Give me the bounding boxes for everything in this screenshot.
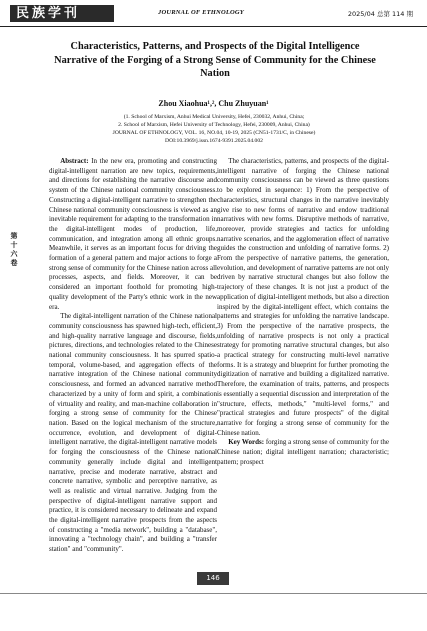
abstract-paragraph: The digital-intelligent narration of the Chinese national community consciousness has spawned high-tech, efficient, and high-quality narrative language and discourse, fields, pictures, directions, and technologies related to the Chinese national community consciousness. It has spurred spatio-temporal, volume-based, and aggregation effects of the narrative integration of the Chinese national community consciousness, and formed an advanced narrative method characterized by a unity of form and spirit, a combination of virtuality and reality, and man-machine collaboration in forging a strong sense of community for the Chinese nation. Based on the logical mechanism of the structure, occurrence, evolution, and development of digital-intelligent narrative, the digital-intelligent narrative models for forging the consciousness of the Chinese national community generally include digital and intelligent narrative, precise and moderate narrative, abstract and concrete narrative, symbolic and perceptive narrative, as well as realistic and virtual narrative. Judging from the perspective of digital-intelligent narrative support and practice, it is considered necessary to delineate and expand the digital-intelligent narrative prospects from the aspects of constructing a "media network", building a "database", innovating a "technology chain", and building a "transfer station" and "community". bbox=[49, 312, 217, 554]
journal-name: JOURNAL OF ETHNOLOGY bbox=[158, 9, 244, 16]
citation-line: JOURNAL OF ETHNOLOGY, VOL. 16, NO.04, 10-19, 2025 (CN51-1731/C, in Chinese) bbox=[112, 130, 316, 136]
affiliations bbox=[84, 113, 344, 145]
doi-line: DOI:10.3969/j.issn.1674-9391.2025.04.002 bbox=[165, 138, 263, 144]
affiliation-line: 2. School of Marxism, Hefei University of Technology, Hefei, 230009, Anhui, China) bbox=[118, 122, 310, 128]
right-column bbox=[217, 157, 389, 468]
abstract-label: Abstract: bbox=[60, 157, 89, 165]
journal-logo: 民族学刊 bbox=[10, 5, 114, 22]
footer-rule bbox=[0, 593, 427, 594]
article-title: Characteristics, Patterns, and Prospects of the Digital Intelligence Narrative of the Forging of a Strong Sense of Community for the Chinese Nation bbox=[54, 41, 376, 79]
page-number: 146 bbox=[197, 572, 229, 585]
keywords-label: Key Words: bbox=[228, 438, 265, 447]
authors: Zhou Xiaohua¹,², Chu Zhuyuan¹ bbox=[158, 99, 269, 108]
volume-side-label: 第十六卷 bbox=[10, 232, 18, 267]
issue-info: 2025/04 总第 114 期 bbox=[347, 10, 413, 18]
abstract-text: In the new era, promoting and constructing digital-intelligent narration are new topics, requirements, and directions for establishing the narrative discourse and system of the Chinese national community consciousness. Constructing a digital-intelligent narrative to strengthen the Chinese national community consciousness is viewed as an inevitable requirement for adapting to the transformation in the digital-intelligent modes of production, life, communication, and integration among all ethnic groups. Meanwhile, it serves as an important focus for driving the formation of a general pattern and major actions to forge a strong sense of community for the Chinese nation across all processes, aspects, and fields. Moreover, it can be considered an important foothold for promoting high-quality development of the Party's ethnic work in the new era. bbox=[49, 157, 218, 311]
keywords bbox=[217, 438, 389, 467]
affiliation-line: (1. School of Marxism, Anhui Medical University, Hefei, 230032, Anhui, China; bbox=[123, 114, 305, 120]
abstract-paragraph bbox=[49, 157, 217, 312]
keywords-text: forging a strong sense of community for the Chinese nation; digital intelligent narration; characteristic; pattern; prospect bbox=[217, 438, 389, 466]
page-header bbox=[0, 0, 427, 27]
abstract-paragraph: The characteristics, patterns, and prospects of the digital-intelligent narrative of forging the Chinese national community consciousness can be viewed as three questions to be explored in sequence: 1) From the perspective of characteristics, structural changes in the narrative inevitably give rise to new forms of narrative and endow traditional narratives with new forms. Disruptive methods of narrative, moreover, provide strategies and tactics for unfolding narrative scenarios, and the agglomeration effect of narrative guides the construction and unfolding of narrative forms. 2) From the perspective of narrative patterns, the generation, evolution, and development of narrative patterns are not only driven by narrative structural changes but also follow the trajectory of these changes. It is not just a product of the application of digital-intelligent methods, but also a direction inspired by the digital-intelligent effect, which contains the patterns and strategies for unfolding the narrative landscape. 3) From the perspective of the narrative prospects, the unfolding of narrative prospects is not only a practical strategy for promoting narrative structural changes, but also a practical strategy for constructing multi-level narrative forms. It is a strategy and blueprint for further promoting the digitization of narrative and building a digitalized narrative. Therefore, the examination of traits, patterns, and prospects is essentially a sequential discussion and interpretation of the "structure, effects, methods," "multi-level forms," and "practical strategies and future prospects" of the digital narrative for forging a strong sense of community for the Chinese nation. bbox=[217, 157, 389, 437]
left-column bbox=[49, 157, 217, 555]
